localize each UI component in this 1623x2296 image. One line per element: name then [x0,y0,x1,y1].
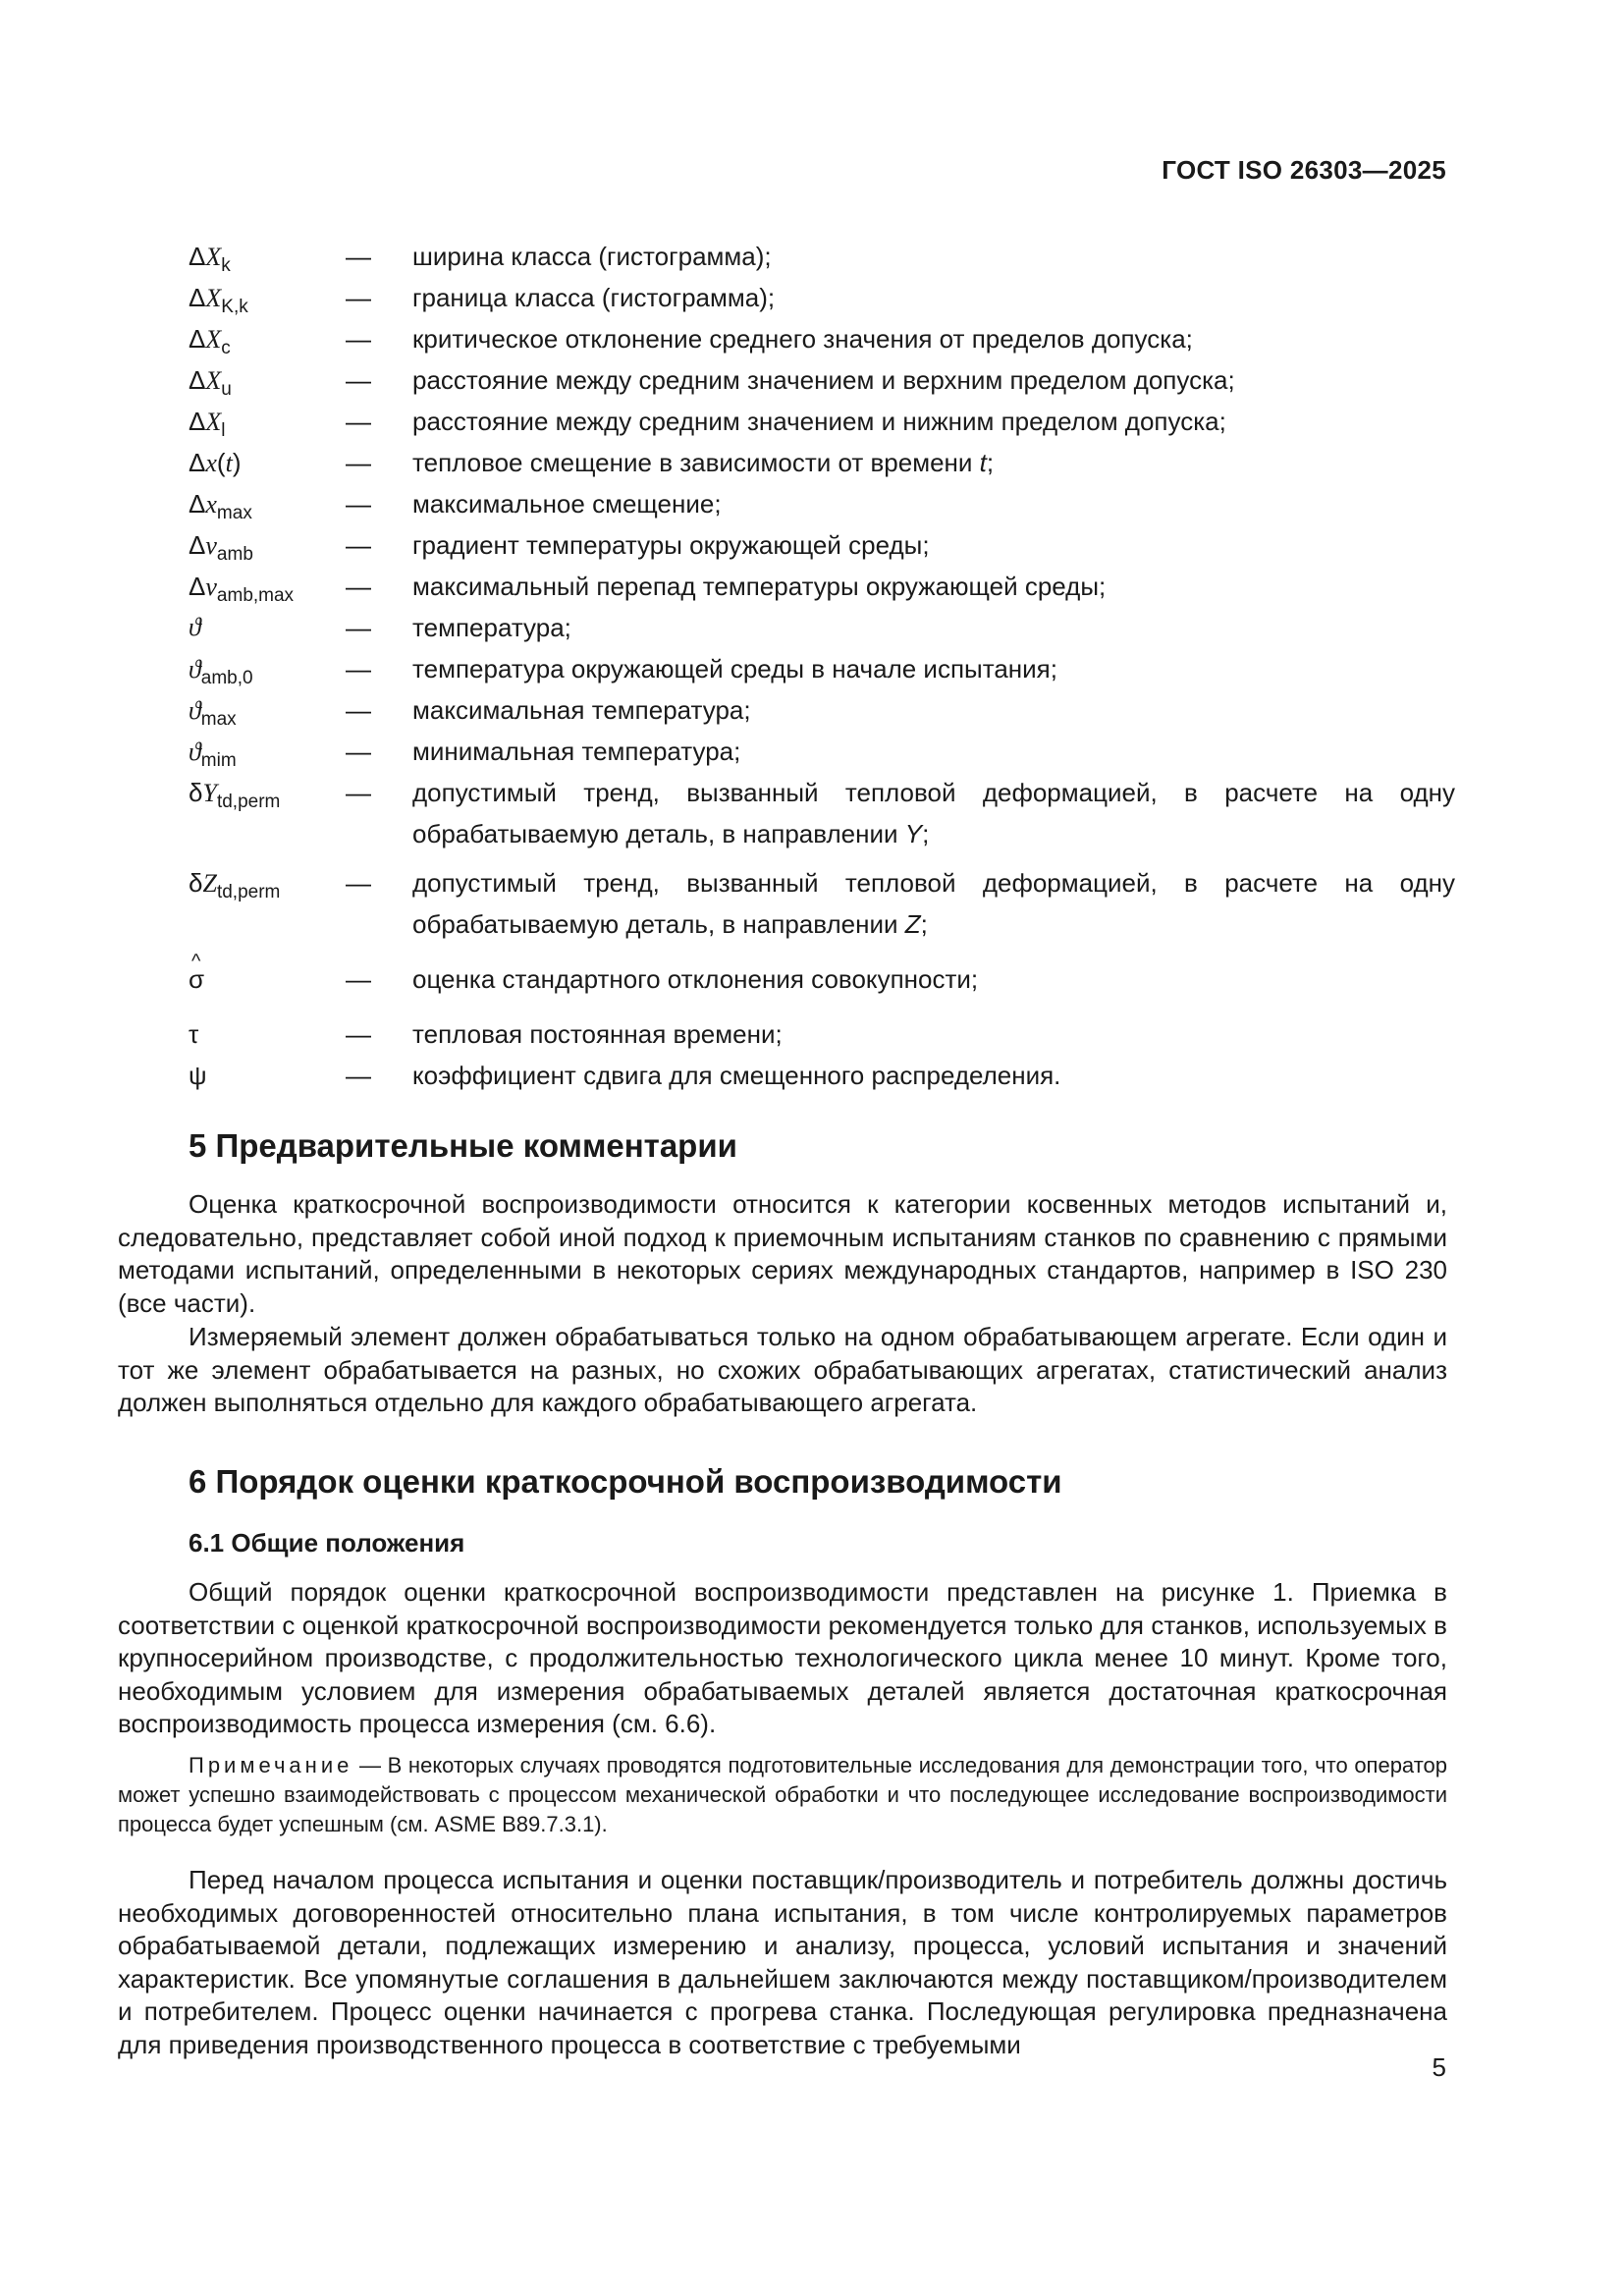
symbol: $ϑ_{mim}$ [189,738,237,772]
dash: — [346,489,371,519]
symbol-description: минимальная температура; [412,737,741,766]
section-6-1-paragraph-1: Общий порядок оценки краткосрочной воспроизводимости представлен на рисунке 1. Приемка в соответствии с оценкой краткосрочной воспроизводимости рекомендуется только для станков, используемых в крупносерийном производстве, с продолжительностью технологического цикла менее 10 минут. Кроме того, необходимым условием для измерения обрабатываемых деталей является достаточная краткосрочная воспроизводимость процесса измерения (см. 6.6). [118,1577,1447,1738]
symbol: $ϑ_{amb,0}$ [189,655,253,689]
symbol-row [189,1013,1455,1055]
symbol-row [189,607,1455,648]
symbol-row [189,648,1455,689]
symbol-description: допустимый тренд, вызванный тепловой деформацией, в расчете на одну обрабатываемую деталь, в направлении Z; [412,868,1455,939]
symbol: $\Delta X_c$ [189,324,231,359]
symbol: ^ σ [189,958,336,1000]
symbol: ϑ [189,613,201,641]
symbol: $\Delta v_{amb,max}$ [189,572,295,607]
dash: — [346,778,371,807]
dash: — [346,242,371,271]
symbol: $\delta Z_{td,perm}$ [189,868,281,903]
symbol-description: граница класса (гистограмма); [412,283,776,312]
dash: — [346,613,371,642]
symbol-description: расстояние между средним значением и нижним пределом допуска; [412,407,1226,436]
symbol: $\Delta x_{max}$ [189,489,252,524]
symbol-description: тепловое смещение в зависимости от времени t; [412,448,995,477]
symbol: $\Delta v_{amb}$ [189,530,253,566]
symbols-list [189,236,1455,1096]
symbol-row [189,862,1455,945]
symbol-description: максимальная температура; [412,695,751,725]
symbol-row [189,689,1455,731]
symbol-description: градиент температуры окружающей среды; [412,530,930,560]
section-5-paragraph-1: Оценка краткосрочной воспроизводимости относится к категории косвенных методов испытаний и, следовательно, представляет собой иной подход к приемочным испытаниям станков по сравнению с прямыми методами испытаний, определенными в некоторых сериях международных стандартов, например в ISO 230 (все части). [118,1189,1447,1318]
symbol-row [189,1055,1455,1096]
dash: — [346,572,371,601]
symbol: Δx(t) [189,448,242,477]
symbol: $\Delta X_k$ [189,242,231,277]
symbol-description: максимальное смещение; [412,489,722,519]
symbol: $\Delta X_{K,k}$ [189,283,248,318]
symbol-row [189,401,1455,442]
symbol-description: температура; [412,613,571,642]
symbol: $\Delta X_l$ [189,407,226,442]
dash: — [346,283,371,312]
symbol-description: коэффициент сдвига для смещенного распределения. [412,1061,1061,1090]
symbol-description: ширина класса (гистограмма); [412,242,772,271]
symbol-description: оценка стандартного отклонения совокупности; [412,964,979,994]
section-6-heading: 6 Порядок оценки краткосрочной воспроизводимости [189,1463,1062,1500]
symbol: ψ [189,1061,207,1090]
symbol-row [189,359,1455,401]
dash: — [346,324,371,354]
symbol-description: температура окружающей среды в начале испытания; [412,654,1057,683]
section-5-heading: 5 Предварительные комментарии [189,1127,737,1164]
symbol-row [189,277,1455,318]
symbol-row [189,483,1455,524]
dash: — [346,407,371,436]
symbol-description: максимальный перепад температуры окружающей среды; [412,572,1107,601]
symbol: $\Delta X_u$ [189,365,232,401]
dash: — [346,365,371,395]
document-id-header: ГОСТ ISO 26303—2025 [1162,155,1446,185]
symbol-row [189,566,1455,607]
dash: — [346,964,371,994]
note-label: Примечание [189,1753,353,1777]
dash: — [346,448,371,477]
symbol-row [189,731,1455,772]
dash: — [346,868,371,898]
note-text: — В некоторых случаях проводятся подготовительные исследования для демонстрации того, что оператор может успешно взаимодействовать с процессом механической обработки и что последующее исследование воспроизводимости процесса будет успешным (см. ASME B89.7.3.1). [118,1753,1447,1836]
dash: — [346,737,371,766]
symbol: τ [189,1019,199,1049]
page-number: 5 [1432,2052,1446,2082]
dash: — [346,654,371,683]
symbol: $\delta Y_{td,perm}$ [189,778,281,813]
section-5-paragraph-2: Измеряемый элемент должен обрабатываться только на одном обрабатывающем агрегате. Если один и тот же элемент обрабатывается на разных, но схожих обрабатывающих агрегатах, статистический анализ должен выполняться отдельно для каждого обрабатывающего агрегата. [118,1322,1447,1417]
subsection-6-1-heading: 6.1 Общие положения [189,1528,465,1558]
symbol-row [189,236,1455,277]
dash: — [346,695,371,725]
section-6-1-paragraph-2: Перед началом процесса испытания и оценки поставщик/производитель и потребитель должны достичь необходимых договоренностей относительно плана испытания, в том числе контролируемых параметров обрабатываемой детали, подлежащих измерению и анализу, процесса, условий испытания и значений характеристик. Все упомянутые соглашения в дальнейшем заключаются между поставщиком/производителем и потребителем. Процесс оценки начинается с прогрева станка. Последующая регулировка предназначена для приведения производственного процесса в соответствие с требуемыми [118,1865,1447,2059]
symbol: $ϑ_{max}$ [189,696,237,731]
dash: — [346,1019,371,1049]
symbol-row [189,318,1455,359]
dash: — [346,1061,371,1090]
symbol-description: допустимый тренд, вызванный тепловой деформацией, в расчете на одну обрабатываемую деталь, в направлении Y; [412,778,1455,848]
symbol-description: тепловая постоянная времени; [412,1019,783,1049]
symbol-row [189,772,1455,854]
symbol-row [189,524,1455,566]
note-paragraph [118,1751,1447,1839]
symbol-row [189,442,1455,483]
symbol-description: расстояние между средним значением и верхним пределом допуска; [412,365,1235,395]
symbol-row [189,958,1455,1000]
dash: — [346,530,371,560]
symbol-description: критическое отклонение среднего значения от пределов допуска; [412,324,1193,354]
